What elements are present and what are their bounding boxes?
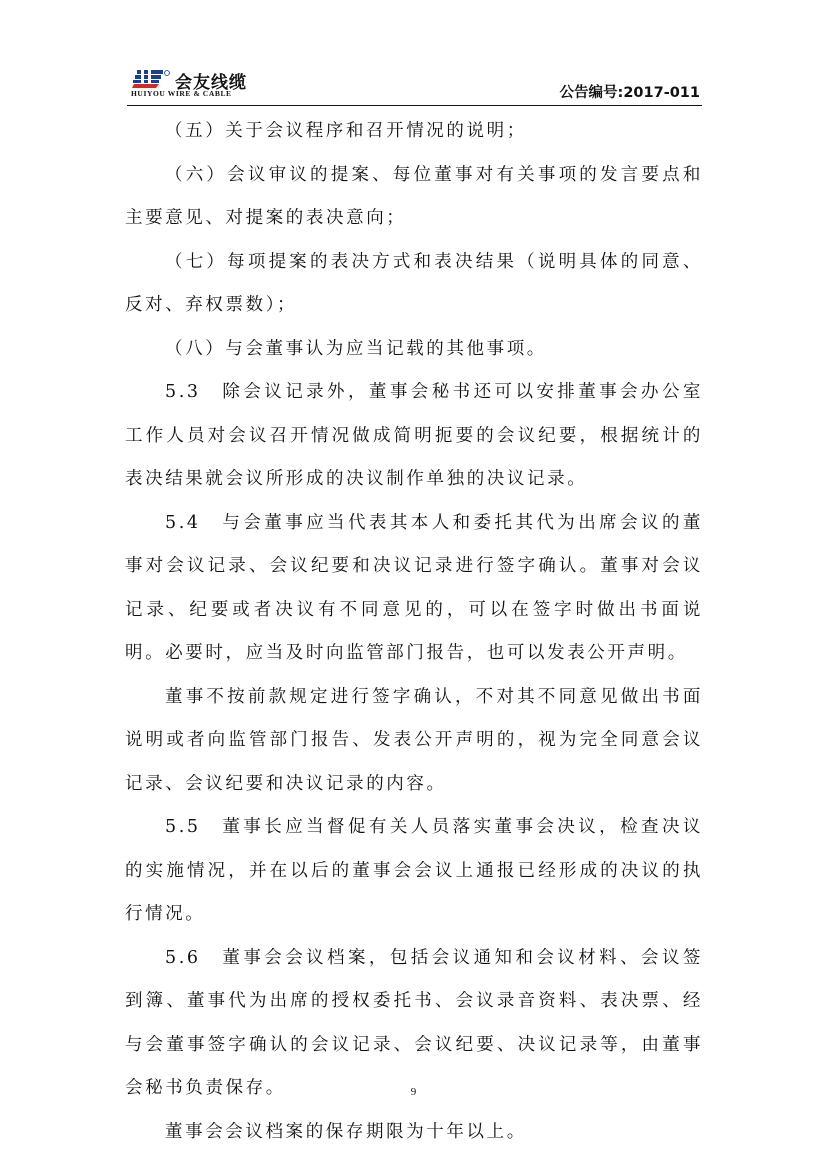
paragraph: 5.6 董事会会议档案，包括会议通知和会议材料、会议签到簿、董事代为出席的授权委托书、会议录音资料、表决票、经与会董事签字确认的会议记录、会议纪要、决议记录等，由董事会秘书负责保存。 bbox=[125, 947, 703, 1098]
logo-name: 会友线缆 bbox=[175, 73, 247, 93]
page-header bbox=[127, 66, 702, 106]
paragraph: 5.3 除会议记录外，董事会秘书还可以安排董事会办公室工作人员对会议召开情况做成简明扼要的会议纪要，根据统计的表决结果就会议所形成的决议制作单独的决议记录。 bbox=[125, 382, 703, 489]
paragraph: 董事会会议档案的保存期限为十年以上。 bbox=[165, 1121, 527, 1142]
paragraph: 5.5 董事长应当督促有关人员落实董事会决议，检查决议的实施情况，并在以后的董事会会议上通报已经形成的决议的执行情况。 bbox=[125, 817, 703, 924]
paragraph: （七）每项提案的表决方式和表决结果（说明具体的同意、反对、弃权票数）； bbox=[125, 251, 703, 315]
paragraph: 董事不按前款规定进行签字确认，不对其不同意见做出书面说明或者向监管部门报告、发表公开声明的，视为完全同意会议记录、会议纪要和决议记录的内容。 bbox=[125, 686, 703, 794]
company-logo bbox=[131, 68, 291, 100]
paragraph: （五）关于会议程序和召开情况的说明； bbox=[165, 121, 527, 141]
document-body bbox=[125, 110, 703, 1154]
paragraph: 5.4 与会董事应当代表其本人和委托其代为出席会议的董事对会议记录、会议纪要和决议记录进行签字确认。董事对会议记录、纪要或者决议有不同意见的，可以在签字时做出书面说明。必要时，应当及时向监管部门报告，也可以发表公开声明。 bbox=[125, 512, 703, 663]
logo-subtitle: HUIYOU WIRE & CABLE bbox=[131, 89, 232, 98]
notice-number: 公告编号:2017-011 bbox=[559, 85, 700, 101]
paragraph: （六）会议审议的提案、每位董事对有关事项的发言要点和主要意见、对提案的表决意向； bbox=[125, 164, 703, 228]
header-divider bbox=[127, 105, 702, 106]
paragraph: （八）与会董事认为应当记载的其他事项。 bbox=[165, 338, 547, 359]
page-number: 9 bbox=[410, 1086, 417, 1098]
